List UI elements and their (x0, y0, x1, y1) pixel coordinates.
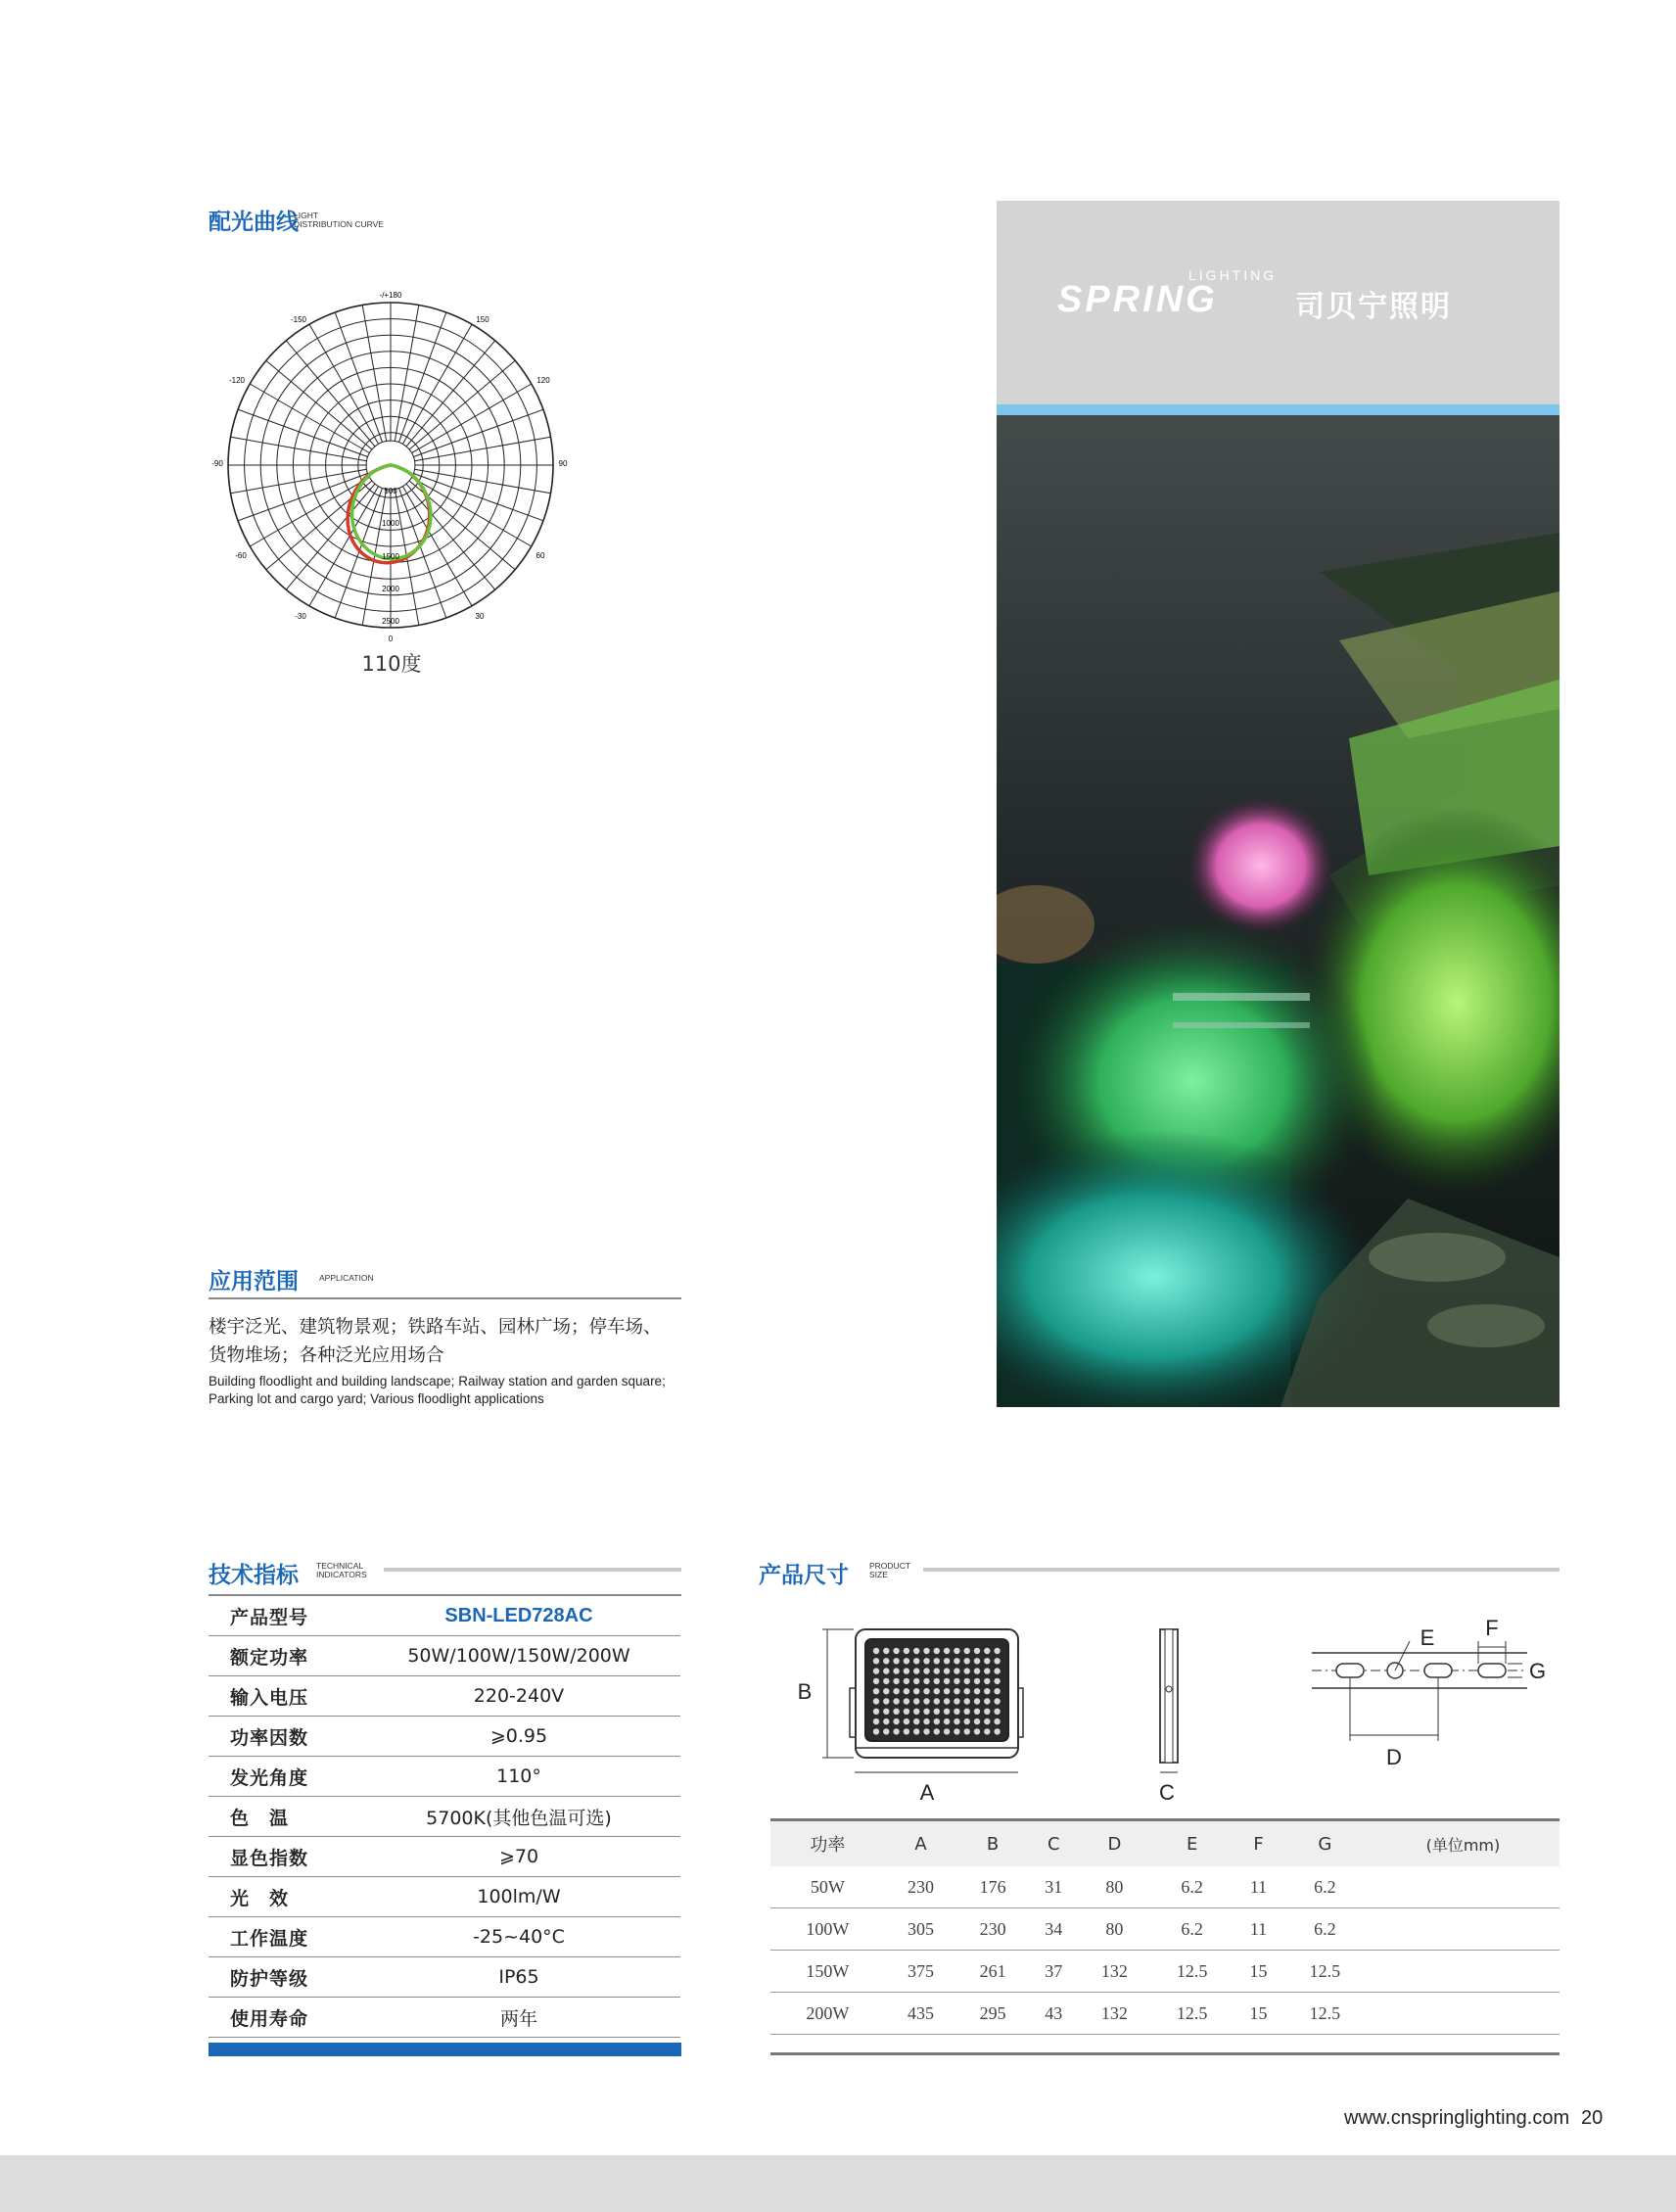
led-dot (873, 1718, 879, 1724)
led-dot (893, 1728, 899, 1734)
fence-rail (1173, 993, 1310, 1001)
dim-label-e: E (1420, 1625, 1435, 1650)
led-dot (954, 1718, 959, 1724)
led-dot (944, 1668, 950, 1673)
size-cell-empty (1367, 1908, 1560, 1951)
size-cell: 6.2 (1150, 1866, 1234, 1908)
led-dot (883, 1728, 889, 1734)
pink-tree (1187, 797, 1334, 934)
size-cell: 6.2 (1283, 1908, 1367, 1951)
led-dot (944, 1658, 950, 1664)
led-dot (974, 1668, 980, 1673)
led-dot (873, 1668, 879, 1673)
radial-label-1500: 1500 (382, 552, 399, 561)
spec-key: 功率因数 (209, 1717, 396, 1757)
led-dot (984, 1718, 990, 1724)
led-dot (913, 1658, 919, 1664)
led-dot (904, 1688, 909, 1694)
spec-value: 50W/100W/150W/200W (396, 1636, 680, 1676)
led-dot (904, 1658, 909, 1664)
angle-label-180: -/+180 (379, 291, 402, 300)
led-dot (873, 1698, 879, 1704)
spec-key: 发光角度 (209, 1757, 396, 1797)
led-dot (893, 1668, 899, 1673)
night-garden-illustration (997, 415, 1560, 1407)
distribution-subtitle-1: LIGHT (294, 211, 319, 220)
size-row (770, 1866, 1560, 1908)
application-en-text (209, 1373, 718, 1408)
spec-row (209, 1877, 680, 1917)
spec-value: ⩾70 (396, 1837, 680, 1877)
application-photo (997, 415, 1560, 1407)
application-en-line-2: Parking lot and cargo yard; Various floodlight applications (209, 1391, 544, 1406)
size-cell: 375 (885, 1951, 957, 1993)
spec-value: 两年 (396, 1998, 680, 2038)
size-cell: 6.2 (1283, 1866, 1367, 1908)
led-dot (984, 1728, 990, 1734)
led-dot (883, 1698, 889, 1704)
led-dot (954, 1678, 959, 1684)
dimension-drawings (783, 1606, 1566, 1802)
led-dot (994, 1658, 1000, 1664)
size-cell: 15 (1234, 1951, 1283, 1993)
led-dot (893, 1709, 899, 1715)
led-dot (873, 1688, 879, 1694)
led-dot (923, 1709, 929, 1715)
radial-label-500: 500 (384, 487, 397, 495)
size-row (770, 1951, 1560, 1993)
led-dot (873, 1658, 879, 1664)
stepping-stone (1369, 1233, 1506, 1282)
polar-distribution-chart (196, 284, 587, 676)
page-number: 20 (1581, 2107, 1604, 2129)
spec-value: 220-240V (396, 1676, 680, 1717)
led-dot (893, 1688, 899, 1694)
radial-label-2500: 2500 (382, 617, 399, 626)
led-dot (934, 1709, 940, 1715)
specs-table (209, 1596, 680, 2038)
angle-label-30: 30 (475, 612, 485, 621)
led-dot (994, 1678, 1000, 1684)
led-dot (873, 1648, 879, 1654)
led-dot (984, 1678, 990, 1684)
led-dot (913, 1728, 919, 1734)
size-cell: 295 (956, 1993, 1029, 2035)
size-subtitle (869, 1562, 910, 1579)
led-dot (954, 1648, 959, 1654)
led-dot (954, 1658, 959, 1664)
size-header-cell: G (1283, 1820, 1367, 1867)
led-dot (974, 1728, 980, 1734)
footer-bar (0, 2155, 1676, 2212)
led-dot (954, 1688, 959, 1694)
led-dot (873, 1709, 879, 1715)
led-dot (944, 1718, 950, 1724)
specs-bottom-bar (209, 2043, 681, 2056)
led-dot (974, 1709, 980, 1715)
led-dot (984, 1668, 990, 1673)
led-dot (994, 1728, 1000, 1734)
specs-subtitle (316, 1562, 367, 1579)
size-header-cell: (单位mm) (1367, 1820, 1560, 1867)
radial-label-2000: 2000 (382, 585, 399, 593)
size-title-line (923, 1568, 1560, 1572)
led-dot (994, 1688, 1000, 1694)
dim-label-d: D (1386, 1745, 1402, 1769)
angle-label-90: 90 (558, 459, 568, 468)
led-dot (984, 1688, 990, 1694)
led-dot (954, 1668, 959, 1673)
led-dot (913, 1709, 919, 1715)
size-cell: 12.5 (1150, 1951, 1234, 1993)
size-cell: 100W (770, 1908, 885, 1951)
dim-label-b: B (797, 1679, 813, 1704)
spec-row (209, 1998, 680, 2038)
led-dot (913, 1678, 919, 1684)
led-dot (934, 1698, 940, 1704)
led-dot (954, 1709, 959, 1715)
slot-2 (1424, 1664, 1452, 1677)
size-title: 产品尺寸 (759, 1563, 849, 1588)
size-cell: 435 (885, 1993, 957, 2035)
spec-key: 使用寿命 (209, 1998, 396, 2038)
distribution-subtitle-2: DISTRIBUTION CURVE (294, 219, 384, 229)
size-cell: 132 (1079, 1951, 1151, 1993)
dim-label-a: A (919, 1780, 935, 1802)
application-divider (209, 1297, 681, 1299)
spec-row (209, 1596, 680, 1636)
led-dot (944, 1688, 950, 1694)
led-dot (974, 1678, 980, 1684)
distribution-subtitle (294, 212, 384, 229)
specs-subtitle-2: INDICATORS (316, 1570, 367, 1579)
led-dot (974, 1648, 980, 1654)
size-cell-empty (1367, 1866, 1560, 1908)
led-dot (994, 1709, 1000, 1715)
spec-value: SBN-LED728AC (396, 1596, 680, 1636)
dim-label-g: G (1529, 1659, 1547, 1683)
led-dot (923, 1678, 929, 1684)
spec-row (209, 1717, 680, 1757)
size-cell: 261 (956, 1951, 1029, 1993)
led-dot (934, 1688, 940, 1694)
led-dot (883, 1709, 889, 1715)
brand-logo-small: LIGHTING (1188, 267, 1278, 283)
led-dot (913, 1698, 919, 1704)
led-dot (984, 1709, 990, 1715)
size-row (770, 1908, 1560, 1951)
specs-title-line (384, 1568, 681, 1572)
stepping-stone (1427, 1304, 1545, 1347)
led-dot (964, 1688, 970, 1694)
brand-logo-big: SPRING (1057, 279, 1218, 320)
led-dot (893, 1658, 899, 1664)
slot-f (1478, 1664, 1506, 1677)
size-cell: 11 (1234, 1866, 1283, 1908)
size-table (770, 1818, 1560, 2035)
led-dot (984, 1698, 990, 1704)
led-dot (913, 1668, 919, 1673)
led-dot (974, 1698, 980, 1704)
size-header-cell: D (1079, 1820, 1151, 1867)
led-dot (873, 1728, 879, 1734)
application-cn-line-1: 楼宇泛光、建筑物景观；铁路车站、园林广场；停车场、 (209, 1317, 662, 1338)
led-dot (964, 1678, 970, 1684)
spec-value: 100lm/W (396, 1877, 680, 1917)
led-dot (934, 1668, 940, 1673)
led-dot (974, 1718, 980, 1724)
led-dot (904, 1648, 909, 1654)
led-dot (923, 1718, 929, 1724)
led-dot (923, 1658, 929, 1664)
application-en-line-1: Building floodlight and building landscape; Railway station and garden square; (209, 1374, 666, 1388)
size-cell: 15 (1234, 1993, 1283, 2035)
led-dot (944, 1678, 950, 1684)
spec-key: 产品型号 (209, 1596, 396, 1636)
specs-title: 技术指标 (209, 1563, 299, 1588)
led-dot (883, 1678, 889, 1684)
angle-label-m90: -90 (211, 459, 223, 468)
spec-row (209, 1676, 680, 1717)
size-cell: 43 (1029, 1993, 1079, 2035)
led-dot (923, 1668, 929, 1673)
led-dot (934, 1718, 940, 1724)
distribution-title: 配光曲线 (209, 210, 299, 235)
size-cell: 305 (885, 1908, 957, 1951)
led-dot (873, 1678, 879, 1684)
led-dot (883, 1648, 889, 1654)
application-subtitle: APPLICATION (319, 1273, 374, 1283)
led-dot (974, 1658, 980, 1664)
angle-label-m60: -60 (235, 551, 247, 560)
side-pivot (1166, 1686, 1172, 1692)
size-cell: 50W (770, 1866, 885, 1908)
led-dot (944, 1709, 950, 1715)
led-dot (913, 1688, 919, 1694)
led-dot (934, 1648, 940, 1654)
spec-value: 5700K(其他色温可选) (396, 1797, 680, 1837)
led-dot (964, 1648, 970, 1654)
spec-key: 工作温度 (209, 1917, 396, 1957)
spec-key: 光 效 (209, 1877, 396, 1917)
dim-label-f: F (1485, 1616, 1499, 1640)
size-cell: 230 (885, 1866, 957, 1908)
slot-1 (1336, 1664, 1364, 1677)
led-dot (994, 1668, 1000, 1673)
led-dot (944, 1728, 950, 1734)
spec-value: 110° (396, 1757, 680, 1797)
brand-accent-strip (997, 404, 1560, 415)
size-cell: 12.5 (1283, 1993, 1367, 2035)
led-dot (883, 1688, 889, 1694)
led-dot (994, 1698, 1000, 1704)
size-header-cell: F (1234, 1820, 1283, 1867)
size-cell: 150W (770, 1951, 885, 1993)
led-dot (984, 1658, 990, 1664)
led-dot (904, 1668, 909, 1673)
beam-angle-label: 110度 (361, 652, 422, 676)
led-dot (994, 1648, 1000, 1654)
led-dot (944, 1648, 950, 1654)
spec-row (209, 1797, 680, 1837)
led-dot (954, 1728, 959, 1734)
spec-value: -25~40°C (396, 1917, 680, 1957)
spec-row (209, 1837, 680, 1877)
size-header-cell: B (956, 1820, 1029, 1867)
size-cell: 37 (1029, 1951, 1079, 1993)
size-header-cell: E (1150, 1820, 1234, 1867)
side-view-drawing (1159, 1629, 1178, 1802)
spec-value: IP65 (396, 1957, 680, 1998)
led-dot (964, 1718, 970, 1724)
led-dot (904, 1709, 909, 1715)
led-dot (913, 1648, 919, 1654)
led-dot (954, 1698, 959, 1704)
led-dot (964, 1698, 970, 1704)
spec-row (209, 1957, 680, 1998)
size-cell: 80 (1079, 1908, 1151, 1951)
angle-label-m30: -30 (295, 612, 306, 621)
spec-value: ⩾0.95 (396, 1717, 680, 1757)
brand-header-panel (997, 201, 1560, 404)
led-dot (893, 1698, 899, 1704)
footer-url[interactable]: www.cnspringlighting.com (1344, 2107, 1570, 2129)
led-dot (893, 1718, 899, 1724)
spec-key: 防护等级 (209, 1957, 396, 1998)
led-dot (893, 1648, 899, 1654)
led-dot (934, 1658, 940, 1664)
led-dot (964, 1668, 970, 1673)
dim-label-c: C (1159, 1780, 1175, 1802)
led-dot (893, 1678, 899, 1684)
size-header-cell: 功率 (770, 1820, 885, 1867)
radial-label-1000: 1000 (382, 519, 399, 528)
led-dot (934, 1728, 940, 1734)
size-subtitle-1: PRODUCT (869, 1561, 911, 1571)
led-dot (883, 1658, 889, 1664)
brand-logo-cn: 司贝宁照明 (1295, 290, 1452, 324)
size-cell: 12.5 (1150, 1993, 1234, 2035)
angle-label-0: 0 (388, 635, 394, 643)
angle-label-150: 150 (476, 315, 489, 324)
size-header-cell: C (1029, 1820, 1079, 1867)
led-dot (964, 1658, 970, 1664)
led-dot (904, 1698, 909, 1704)
spec-key: 额定功率 (209, 1636, 396, 1676)
size-header-cell: A (885, 1820, 957, 1867)
spec-row (209, 1917, 680, 1957)
application-cn-line-2: 货物堆场；各种泛光应用场合 (209, 1345, 444, 1366)
size-cell: 230 (956, 1908, 1029, 1951)
led-dot (923, 1728, 929, 1734)
size-cell: 12.5 (1283, 1951, 1367, 1993)
led-dot (984, 1648, 990, 1654)
led-dot (904, 1678, 909, 1684)
fence-rail (1173, 1022, 1310, 1028)
size-cell-empty (1367, 1951, 1560, 1993)
led-dot (923, 1698, 929, 1704)
led-dot (964, 1709, 970, 1715)
size-subtitle-2: SIZE (869, 1570, 888, 1579)
specs-subtitle-1: TECHNICAL (316, 1561, 364, 1571)
led-dot (944, 1698, 950, 1704)
angle-label-m150: -150 (290, 315, 307, 324)
front-view-drawing (798, 1629, 1023, 1802)
led-dot (974, 1688, 980, 1694)
led-dot (923, 1648, 929, 1654)
size-cell: 132 (1079, 1993, 1151, 2035)
spec-row (209, 1757, 680, 1797)
led-dot (994, 1718, 1000, 1724)
size-cell: 6.2 (1150, 1908, 1234, 1951)
led-dot (904, 1718, 909, 1724)
slot-detail-drawing (1312, 1616, 1546, 1769)
spec-row (209, 1636, 680, 1676)
size-cell: 31 (1029, 1866, 1079, 1908)
side-inner (1165, 1629, 1173, 1763)
size-table-bottom-border (770, 2052, 1560, 2055)
led-dot (964, 1728, 970, 1734)
size-cell: 176 (956, 1866, 1029, 1908)
led-dot (923, 1688, 929, 1694)
size-cell: 11 (1234, 1908, 1283, 1951)
angle-label-60: 60 (535, 551, 545, 560)
led-dot (883, 1718, 889, 1724)
size-cell-empty (1367, 1993, 1560, 2035)
size-cell: 80 (1079, 1866, 1151, 1908)
angle-label-120: 120 (536, 376, 550, 385)
led-dot (913, 1718, 919, 1724)
application-cn-text (209, 1313, 698, 1370)
application-title: 应用范围 (209, 1269, 299, 1294)
spec-key: 显色指数 (209, 1837, 396, 1877)
spec-key: 输入电压 (209, 1676, 396, 1717)
size-row (770, 1993, 1560, 2035)
angle-label-m120: -120 (228, 376, 246, 385)
led-dot (883, 1668, 889, 1673)
size-cell: 34 (1029, 1908, 1079, 1951)
size-cell: 200W (770, 1993, 885, 2035)
spec-key: 色 温 (209, 1797, 396, 1837)
led-dot (904, 1728, 909, 1734)
led-dot (934, 1678, 940, 1684)
